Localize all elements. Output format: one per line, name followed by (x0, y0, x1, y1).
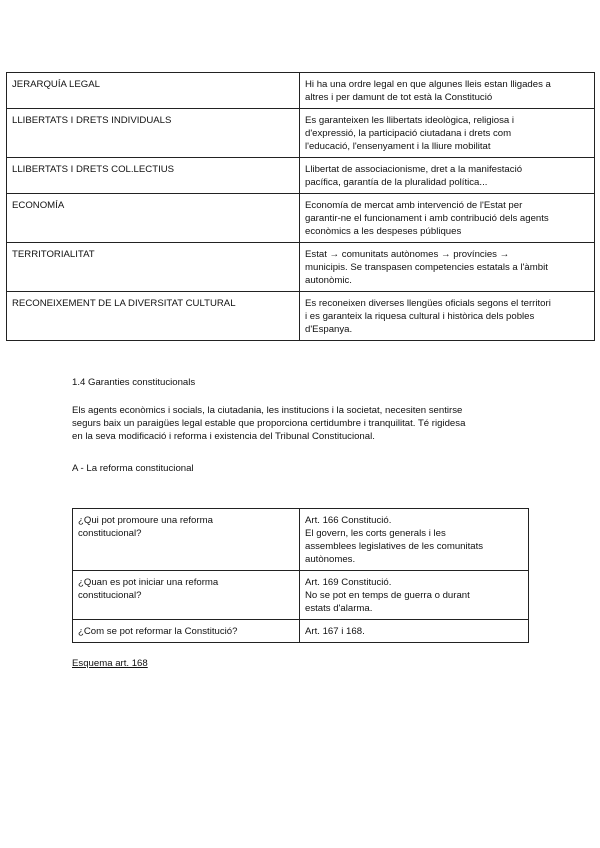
intro-paragraph: Els agents econòmics i socials, la ciutadania, les institucions i la societat, necesiten sentirse segurs baix un paraigües legal estable que proporciona certidumbre i tranquilitat. Té rigidesa en la seva modificació i reforma i existencia del Tribunal Constitucional. (72, 405, 466, 442)
table-row (7, 194, 595, 243)
term-text: LLIBERTATS I DRETS INDIVIDUALS (12, 115, 172, 126)
question-text: ¿Qui pot promoure una reforma constitucional? (78, 515, 213, 539)
table-row (7, 73, 595, 109)
term-text: JERARQUÍA LEGAL (12, 79, 100, 90)
question-cell (73, 571, 300, 620)
answer-text: Art. 169 Constitució. No se pot en temps de guerra o durant estats d'alarma. (305, 577, 470, 614)
term-cell (7, 292, 300, 341)
table-row (73, 509, 529, 571)
question-cell (73, 509, 300, 571)
description-cell (300, 73, 595, 109)
schema-link[interactable]: Esquema art. 168 (72, 658, 148, 669)
table-row (73, 571, 529, 620)
description-text: Es garanteixen les llibertats ideològica, religiosa i d'expressió, la participació ciutadana i drets com l'educació, l'ensenyament i la lliure mobilitat (305, 115, 515, 152)
principles-table (6, 72, 595, 341)
term-text: TERRITORIALITAT (12, 249, 95, 260)
answer-cell (300, 509, 529, 571)
section-heading: 1.4 Garanties constitucionals (72, 377, 196, 388)
question-cell (73, 620, 300, 643)
term-cell (7, 243, 300, 292)
question-text: ¿Com se pot reformar la Constitució? (78, 626, 238, 637)
description-text: Es reconeixen diverses llengües oficials segons el territori i es garanteix la riquesa cultural i històrica dels pobles d'Espanya. (305, 298, 551, 335)
term-cell (7, 194, 300, 243)
term-cell (7, 73, 300, 109)
table-row (7, 109, 595, 158)
description-cell (300, 243, 595, 292)
description-cell (300, 158, 595, 194)
description-cell (300, 194, 595, 243)
table-row (7, 158, 595, 194)
term-cell (7, 109, 300, 158)
question-text: ¿Quan es pot iniciar una reforma constitucional? (78, 577, 219, 601)
table-row (7, 292, 595, 341)
description-text: Hi ha una ordre legal en que algunes lleis estan lligades a altres i per damunt de tot està la Constitució (305, 79, 551, 103)
description-text: Economía de mercat amb intervenció de l'Estat per garantir-ne el funcionament i amb contribució dels agents econòmics a les despeses públiques (305, 200, 549, 237)
description-text: Llibertat de associacionisme, dret a la manifestació pacífica, garantía de la pluralidad política... (305, 164, 523, 188)
term-text: ECONOMÍA (12, 200, 65, 211)
description-cell (300, 292, 595, 341)
answer-cell (300, 620, 529, 643)
term-text: LLIBERTATS I DRETS COL.LECTIUS (12, 164, 175, 175)
table-row (7, 243, 595, 292)
description-cell (300, 109, 595, 158)
answer-cell (300, 571, 529, 620)
table-row (73, 620, 529, 643)
answer-text: Art. 167 i 168. (305, 626, 365, 637)
term-text: RECONEIXEMENT DE LA DIVERSITAT CULTURAL (12, 298, 236, 309)
term-cell (7, 158, 300, 194)
reform-table (72, 508, 529, 643)
description-text: Estat → comunitats autònomes → províncies → municipis. Se transpasen competencies estatals a l'àmbit autonòmic. (305, 249, 548, 286)
subheading: A - La reforma constitucional (72, 463, 194, 474)
answer-text: Art. 166 Constitució. El govern, les corts generals i les assemblees legislatives de les comunitats autònomes. (305, 515, 484, 565)
